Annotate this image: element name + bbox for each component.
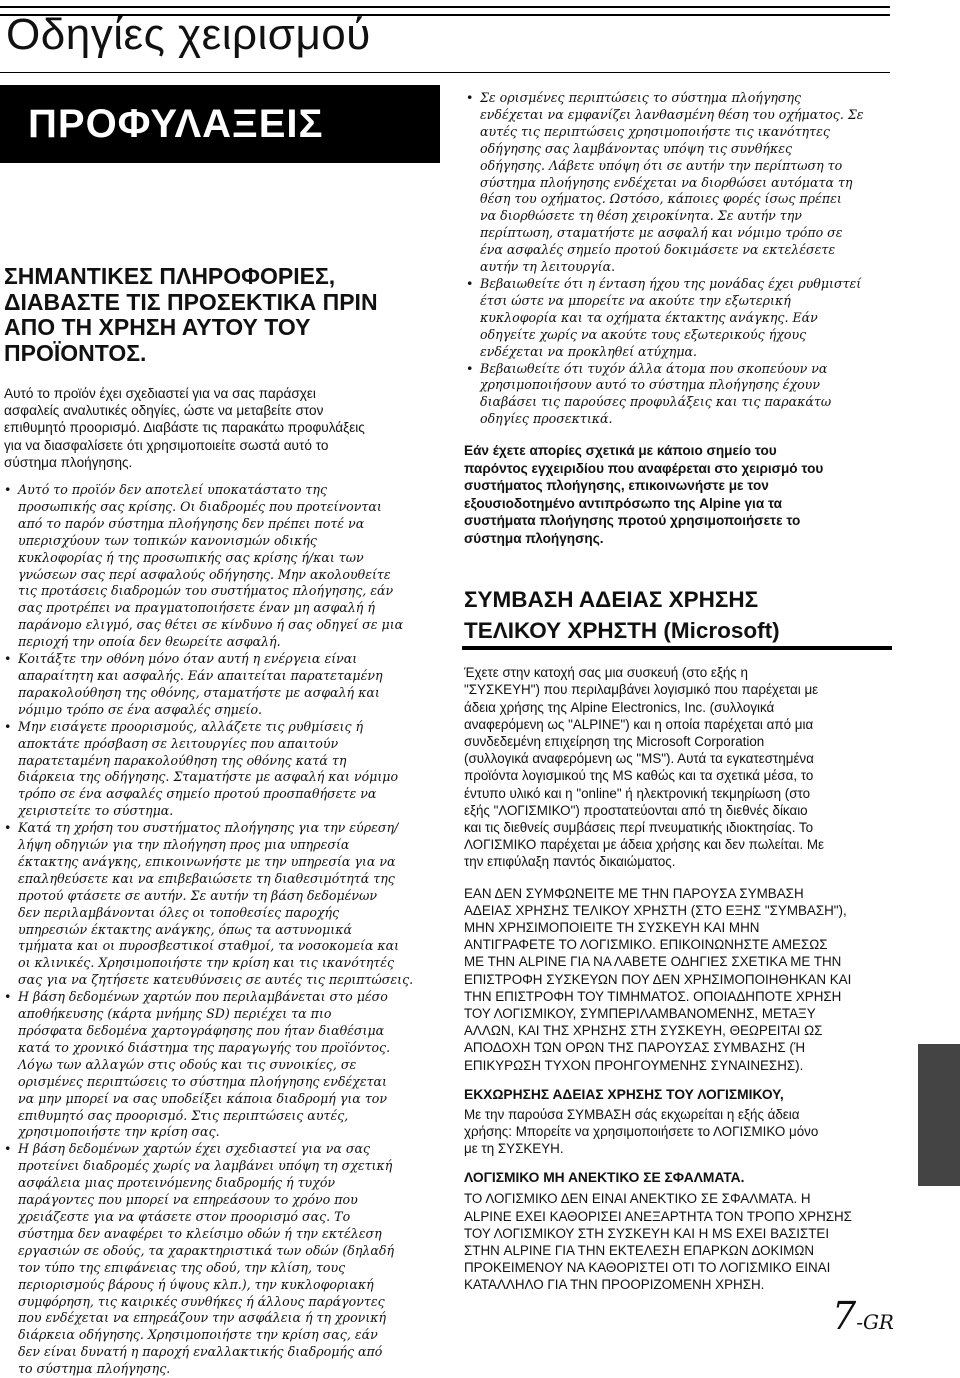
bullet-icon: • [4,482,12,498]
text-line: Βεβαιωθείτε ότι η ένταση ήχου της μονάδας έχει ρυθμιστεί [480,275,862,291]
left-column [0,85,440,1378]
text-line: προϊόντα λογισμικού της MS καθώς και τα σχετικά μέσα, το [464,768,814,784]
text-line: οδηγίες προσεκτικά. [480,411,613,427]
text-line: Βεβαιωθείτε ότι τυχόν άλλα άτομα που σκοπεύουν να [480,360,828,376]
text-line: Με την παρούσα ΣΥΜΒΑΣΗ σάς εκχωρείται η εξής άδεια [464,1106,800,1122]
text-line: διάρκεια της οδήγησης. Σταματήστε με ασφαλή και νόμιμο [18,769,399,785]
text-line: προτού φτάσετε σε αυτήν. Σε αυτήν τη βάση δεδομένων [18,887,378,903]
heading-line: ΔΙΑΒΑΣΤΕ ΤΙΣ ΠΡΟΣΕΚΤΙΚΑ ΠΡΙΝ [4,288,378,315]
text-line: να διορθώσετε τη θέση χειροκίνητα. Σε αυτήν την [480,208,802,224]
text-line: περίπτωση, σταματήστε με ασφαλή και νόμιμο τρόπο σε [480,225,843,241]
heading-line: ΣΥΜΒΑΣΗ ΑΔΕΙΑΣ ΧΡΗΣΗΣ [464,587,759,613]
text-line: να μην μπορεί να σας υποδείξει κάποια διαδρομή για τον [18,1090,388,1106]
heading-line: ΑΠΟ ΤΗ ΧΡΗΣΗ ΑΥΤΟΥ ΤΟΥ [4,314,311,340]
text-line: Μην εισάγετε προορισμούς, αλλάζετε τις ρυθμίσεις ή [18,718,364,734]
text-line: ΑΝΤΙΓΡΑΦΕΤΕ ΤΟ ΛΟΓΙΣΜΙΚΟ. ΕΠΙΚΟΙΝΩΝΗΣΤΕ ΑΜΕΣΩΣ [464,937,828,953]
text-line: περιορισμούς βάρους ή ύψους κλπ.), την κυκλοφοριακή [18,1276,374,1292]
text-line: συστήματα πλοήγησης προτού χρησιμοποιήσετε το [464,513,801,529]
text-line: από το παρόν σύστημα πλοήγησης δεν πρέπει ποτέ να [18,515,365,531]
list-item [462,361,892,429]
text-line: ALPINE ΕΧΕΙ ΚΑΘΟΡΙΣΕΙ ΑΝΕΞΑΡΤΗΤΑ ΤΟΝ ΤΡΟΠΟ ΧΡΗΣΗΣ [464,1208,852,1224]
precautions-list-continued [462,90,892,428]
text-line: ΜΕ ΤΗΝ ALPINE ΓΙΑ ΝΑ ΛΑΒΕΤΕ ΟΔΗΓΙΕΣ ΣΧΕΤΙΚΑ ΜΕ ΤΗΝ [464,954,842,970]
text-line: ασφαλείς αναλυτικές οδηγίες, ώστε να μεταβείτε στον [4,403,324,419]
list-item [0,651,440,719]
text-line: προτείνει διαδρομές χωρίς να λαμβάνει υπόψη τη σχετική [18,1158,393,1174]
text-line: ορισμένες περιπτώσεις το σύστημα πλοήγησης ενδέχεται [18,1073,387,1089]
text-line: Κατά τη χρήση του συστήματος πλοήγησης για την εύρεση/ [18,820,399,836]
text-line: χειριστείτε το σύστημα. [18,803,174,819]
text-line: Λόγω των αλλαγών στις οδούς και τις συνοικίες, σε [18,1056,357,1072]
text-line: την επιφύλαξη παντός δικαιώματος. [464,854,676,870]
license-intro-paragraph [462,664,892,870]
right-column [462,80,892,1294]
text-line: το σύστημα πλοήγησης. [18,1361,171,1377]
page-number [832,1294,894,1338]
text-line: σύστημα πλοήγησης. [464,530,604,546]
important-info-heading [0,264,440,366]
text-line: τον τύπο της επιφάνειας της οδού, την κλίση, τους [18,1259,346,1275]
text-line: κατά το χρονικό διάστημα της παραγωγής του προϊόντος. [18,1039,391,1055]
eula-heading [462,584,892,646]
bullet-icon: • [466,360,474,376]
text-line: άδεια χρήσης της Alpine Electronics, Inc. (συλλογικά [464,699,775,715]
text-line: Η βάση δεδομένων χαρτών που περιλαμβάνεται στο μέσο [18,989,388,1005]
text-line: ασφάλεια μιας προτεινόμενης διαδρομής ή τυχόν [18,1175,336,1191]
text-line: επαληθεύσετε και να επιβεβαιώσετε τη διαθεσιμότητά της [18,870,395,886]
text-line: για να διασφαλίσετε ότι χρησιμοποιείτε σωστά αυτό το [4,437,329,453]
text-line: κυκλοφορία και τα οχήματα έκτακτης ανάγκης. Εάν [480,309,818,325]
text-line: ΛΟΓΙΣΜΙΚΟ παρέχεται με άδεια χρήσης και δεν πωλείται. Με [464,837,824,853]
bullet-icon: • [4,651,12,667]
text-line: διαβάσει τις παρούσες προφυλάξεις και τις παρακάτω [480,394,832,410]
text-line: συστήματος πλοήγησης, επικοινωνήστε με τον [464,478,769,494]
text-line: νόμιμο τρόπο σε ένα ασφαλές σημείο. [18,701,263,717]
text-line: (συλλογικά αναφερόμενη ως "MS"). Αυτά τα εγκατεστημένα [464,751,814,767]
text-line: επιθυμητό προορισμό. Διαβάστε τις παρακάτω προφυλάξεις [4,420,365,436]
text-line: σύστημα πλοήγησης ενδέχεται να διορθώσει αυτόματα τη [480,174,853,190]
text-line: χρήσης: Μπορείτε να χρησιμοποιήσετε το ΛΟΓΙΣΜΙΚΟ μόνο [464,1124,819,1139]
text-line: υπηρεσιών έκτακτης ανάγκης, όπως τα αστυνομικά [18,921,352,937]
heading-line: ΠΡΟΪΟΝΤΟΣ. [4,339,147,366]
text-line: έντυπο υλικό και η "online" ή ηλεκτρονική τεκμηρίωση (στο [464,785,811,801]
text-line: Κοιτάξτε την οθόνη μόνο όταν αυτή η ενέργεια είναι [18,651,358,667]
text-line: με τη ΣΥΣΚΕΥΗ. [464,1141,564,1157]
list-item [462,276,892,361]
text-line: ΕΑΝ ΔΕΝ ΣΥΜΦΩΝΕΙΤΕ ΜΕ ΤΗΝ ΠΑΡΟΥΣΑ ΣΥΜΒΑΣΗ [464,885,804,901]
text-line: αποκτάτε πρόσβαση σε λειτουργίες που απαιτούν [18,735,339,751]
text-line: λήψη οδηγιών για την πλοήγηση προς μια υπηρεσία [18,837,350,853]
bullet-icon: • [4,989,12,1005]
grant-heading: ΕΚΧΩΡΗΣΗΣ ΑΔΕΙΑΣ ΧΡΗΣΗΣ ΤΟΥ ΛΟΓΙΣΜΙΚΟΥ, [464,1086,784,1102]
list-item [0,482,440,651]
text-line: αυτές τις περιπτώσεις χρησιμοποιήστε τις ικανότητες [480,123,830,139]
text-line: Αυτό το προϊόν δεν αποτελεί υποκατάστατο της [18,482,328,498]
license-caps-paragraph [462,885,892,1074]
text-line: σύστημα πλοήγησης. [4,454,133,470]
bullet-icon: • [4,718,12,734]
text-line: ΤΗΝ ΕΠΙΣΤΡΟΦΗ ΤΟΥ ΤΙΜΗΜΑΤΟΣ. ΟΠΟΙΑΔΗΠΟΤΕ ΧΡΗΣΗ [464,988,842,1004]
text-line: δεν περιλαμβάνονται όλες οι τοποθεσίες παροχής [18,904,340,920]
text-line: έτσι ώστε να μπορείτε να ακούτε την εξωτερική [480,292,791,308]
text-line: σας για να ζητήσετε κατευθύνσεις σε αυτές τις περιπτώσεις. [18,972,414,988]
text-line: εξής "ΛΟΓΙΣΜΙΚΟ") προστατεύονται από τη διεθνές δίκαιο [464,802,808,818]
text-line: ΑΠΟΔΟΧΗ ΤΩΝ ΟΡΩΝ ΤΗΣ ΠΑΡΟΥΣΑΣ ΣΥΜΒΑΣΗΣ (Ή [464,1040,806,1056]
text-line: ΚΑΤΑΛΛΗΛΟ ΓΙΑ ΤΗΝ ΠΡΟΟΡΙΖΟΜΕΝΗ ΧΡΗΣΗ. [464,1277,765,1293]
heading-line: ΣΗΜΑΝΤΙΚΕΣ ΠΛΗΡΟΦΟΡΙΕΣ, [4,263,336,289]
text-line: ΣΤΗΝ ALPINE ΓΙΑ ΤΗΝ ΕΚΤΕΛΕΣΗ ΕΠΑΡΚΩΝ ΔΟΚΙΜΩΝ [464,1243,815,1259]
contact-dealer-notice [462,442,892,547]
page-language-suffix: -GR [856,1310,894,1334]
text-line: οδήγησης. Λάβετε υπόψη ότι σε αυτήν την περίπτωση το [480,157,843,173]
text-line: ΤΟ ΛΟΓΙΣΜΙΚΟ ΔΕΝ ΕΙΝΑΙ ΑΝΕΚΤΙΚΟ ΣΕ ΣΦΑΛΜΑΤΑ. Η [464,1191,811,1207]
text-line: ΤΟΥ ΛΟΓΙΣΜΙΚΟΥ ΣΤΗ ΣΥΣΚΕΥΗ ΚΑΙ Η MS ΕΧΕΙ ΒΑΣΙΣΤΕΙ [464,1225,830,1241]
text-line: παράγοντες που μπορεί να επηρεάσουν το χρόνο που [18,1192,358,1208]
text-line: Αυτό το προϊόν έχει σχεδιαστεί για να σας παράσχει [4,386,316,401]
title-underline [0,72,890,73]
list-item [462,90,892,276]
bullet-icon: • [466,90,474,105]
text-line: επιθυμητό σας προορισμό. Στις περιπτώσεις αυτές, [18,1107,349,1123]
intro-paragraph [0,385,440,471]
text-line: που ενδέχεται να επηρεάζουν την ασφάλεια ή τη χρονική [18,1310,387,1326]
text-line: Εάν έχετε απορίες σχετικά με κάποιο σημείο του [464,443,777,459]
text-line: δεν είναι δυνατή η παροχή εναλλακτικής διαδρομής από [18,1344,383,1360]
bullet-icon: • [4,820,12,836]
text-line: αυτήν τη λειτουργία. [480,259,616,275]
text-line: χρησιμοποιήσουν αυτό το σύστημα πλοήγησης έχουν [480,377,820,393]
text-line: προσωπικής σας κρίσης. Οι διαδρομές που προτείνονται [18,498,382,514]
text-line: οι κλινικές. Χρησιμοποιήστε την κρίση και τις ικανότητές [18,955,395,971]
text-line: Σε ορισμένες περιπτώσεις το σύστημα πλοήγησης [480,90,802,105]
text-line: πρόσφατα δεδομένα χαρτογράφησης που ήταν διαθέσιμα [18,1023,385,1039]
text-line: θέση του οχήματος. Ωστόσο, κάποιες φορές ίσως πρέπει [480,191,842,207]
precautions-banner-title: ΠΡΟΦΥΛΑΞΕΙΣ [28,101,324,146]
text-line: ΜΗΝ ΧΡΗΣΙΜΟΠΟΙΕΙΤΕ ΤΗ ΣΥΣΚΕΥΗ ΚΑΙ ΜΗΝ [464,919,760,935]
fault-tolerance-heading: ΛΟΓΙΣΜΙΚΟ ΜΗ ΑΝΕΚΤΙΚΟ ΣΕ ΣΦΑΛΜΑΤΑ. [464,1170,745,1186]
text-line: οδήγησης σας λαμβάνοντας υπόψη τις συνθήκες [480,140,793,156]
text-line: τμήματα και οι πυροσβεστικοί σταθμοί, τα νοσοκομεία και [18,938,400,954]
text-line: συμφόρηση, τις καιρικές συνθήκες ή άλλους παράγοντες [18,1293,385,1309]
text-line: διάρκεια οδήγησης. Χρησιμοποιήστε την κρίση σας, εάν [18,1327,378,1343]
fault-tolerance-paragraph [462,1190,892,1293]
text-line: τρόπο σε ένα ασφαλές σημείο προτού προσπαθήσετε να [18,786,377,802]
text-line: οδηγείτε χωρίς να ακούτε τους εξωτερικούς ήχους [480,326,807,342]
text-line: ενδέχεται να εμφανίζει λανθασμένη θέση του οχήματος. Σε [480,106,864,122]
text-line: γνώσεων σας περί ασφαλούς οδήγησης. Μην ακολουθείτε [18,566,391,582]
precautions-list [0,482,440,1378]
text-line: χρειάζεστε για να φτάσετε στον προορισμό σας. Το [18,1208,351,1224]
text-line: συνδεδεμένη επιχείρηση της Microsoft Corporation [464,733,765,749]
text-line: παρακολούθηση της οθόνης, σταματήστε με ασφαλή και [18,684,380,700]
text-line: Έχετε στην κατοχή σας μια συσκευή (στο εξής η [464,665,748,681]
text-line: ΕΠΙΣΤΡΟΦΗ ΣΥΣΚΕΥΩΝ ΠΟΥ ΔΕΝ ΧΡΗΣΙΜΟΠΟΙΗΘΗΚΑΝ ΚΑΙ [464,971,852,987]
text-line: ΤΟΥ ΛΟΓΙΣΜΙΚΟΥ, ΣΥΜΠΕΡΙΛΑΜΒΑΝΟΜΕΝΗΣ, ΜΕΤΑΞΥ [464,1005,816,1021]
text-line: αναφερόμενη ως "ALPINE") και η οποία παρέχεται από μια [464,716,814,732]
text-line: ένα ασφαλές σημείο προτού δοκιμάσετε να εκτελέσετε [480,242,836,258]
text-line: σας προτρέπει να πραγματοποιήσετε έναν μη ασφαλή ή [18,600,375,616]
list-item [0,719,440,820]
text-line: υπερισχύουν των τοπικών κανονισμών οδικής [18,532,317,548]
text-line: σύστημα δεν αναφέρει το κλείσιμο οδών ή την εκτέλεση [18,1225,382,1241]
text-line: ΑΛΛΩΝ, ΚΑΙ ΤΗΣ ΧΡΗΣΗΣ ΣΤΗ ΣΥΣΚΕΥΗ, ΘΕΩΡΕΙΤΑΙ ΩΣ [464,1023,823,1039]
text-line: τις προτάσεις διαδρομών του συστήματος πλοήγησης, εάν [18,583,394,599]
text-line: έκτακτης ανάγκης, επικοινωνήστε με την υπηρεσία για να [18,853,396,869]
list-item [0,1141,440,1378]
text-line: ΠΡΟΚΕΙΜΕΝΟΥ ΝΑ ΚΑΘΟΡΙΣΤΕΙ ΟΤΙ ΤΟ ΛΟΓΙΣΜΙΚΟ ΕΙΝΑΙ [464,1260,831,1276]
text-line: "ΣΥΣΚΕΥΗ") που περιλαμβάνει λογισμικό που παρέχεται με [464,682,819,698]
text-line: ΑΔΕΙΑΣ ΧΡΗΣΗΣ ΤΕΛΙΚΟΥ ΧΡΗΣΤΗ (ΣΤΟ ΕΞΗΣ "ΣΥΜΒΑΣΗ"), [464,902,847,918]
text-line: και τις διεθνείς συμβάσεις περί πνευματικής ιδιοκτησίας. Το [464,819,814,835]
page-title: Οδηγίες χειρισμού [6,10,371,59]
heading-line: ΤΕΛΙΚΟΥ ΧΡΗΣΤΗ (Microsoft) [464,618,780,644]
text-line: χρησιμοποιήστε την κρίση σας. [18,1124,220,1140]
list-item [0,820,440,989]
side-thumb-tab [918,1044,960,1186]
text-line: ενδέχεται να προκληθεί ατύχημα. [480,343,698,359]
grant-paragraph [462,1106,892,1158]
text-line: ΕΠΙΚΥΡΩΣΗ ΤΥΧΟΝ ΠΡΟΗΓΟΥΜΕΝΗΣ ΣΥΝΑΙΝΕΣΗΣ). [464,1057,804,1073]
bullet-icon: • [466,275,474,291]
text-line: παρατεταμένη παρακολούθηση της οθόνης κατά τη [18,752,347,768]
text-line: παράνομο ελιγμό, σας θέτει σε κίνδυνο ή σας οδηγεί σε μια [18,617,404,633]
text-line: εργασιών σε οδούς, τα χαρακτηριστικά των οδών (δηλαδή [18,1242,395,1258]
text-line: αποθήκευσης (κάρτα μνήμης SD) περιέχει τα πιο [18,1006,332,1022]
text-line: εξουσιοδοτημένο αντιπρόσωπο της Alpine για τα [464,495,783,511]
bullet-icon: • [4,1141,12,1157]
text-line: Η βάση δεδομένων χαρτών έχει σχεδιαστεί για να σας [18,1141,371,1157]
text-line: απαραίτητη και ασφαλής. Εάν απαιτείται παρατεταμένη [18,667,383,683]
text-line: περιοχή την οποία δεν θεωρείτε ασφαλή. [18,634,281,650]
eula-heading-rule [462,646,892,650]
precautions-banner [0,85,440,163]
list-item [0,989,440,1141]
text-line: κυκλοφορίας ή της προσωπικής σας κρίσης ή/και των [18,549,364,565]
page-number-value: 7 [832,1294,857,1338]
text-line: παρόντος εγχειριδίου που αναφέρεται στο χειρισμό του [464,460,824,476]
